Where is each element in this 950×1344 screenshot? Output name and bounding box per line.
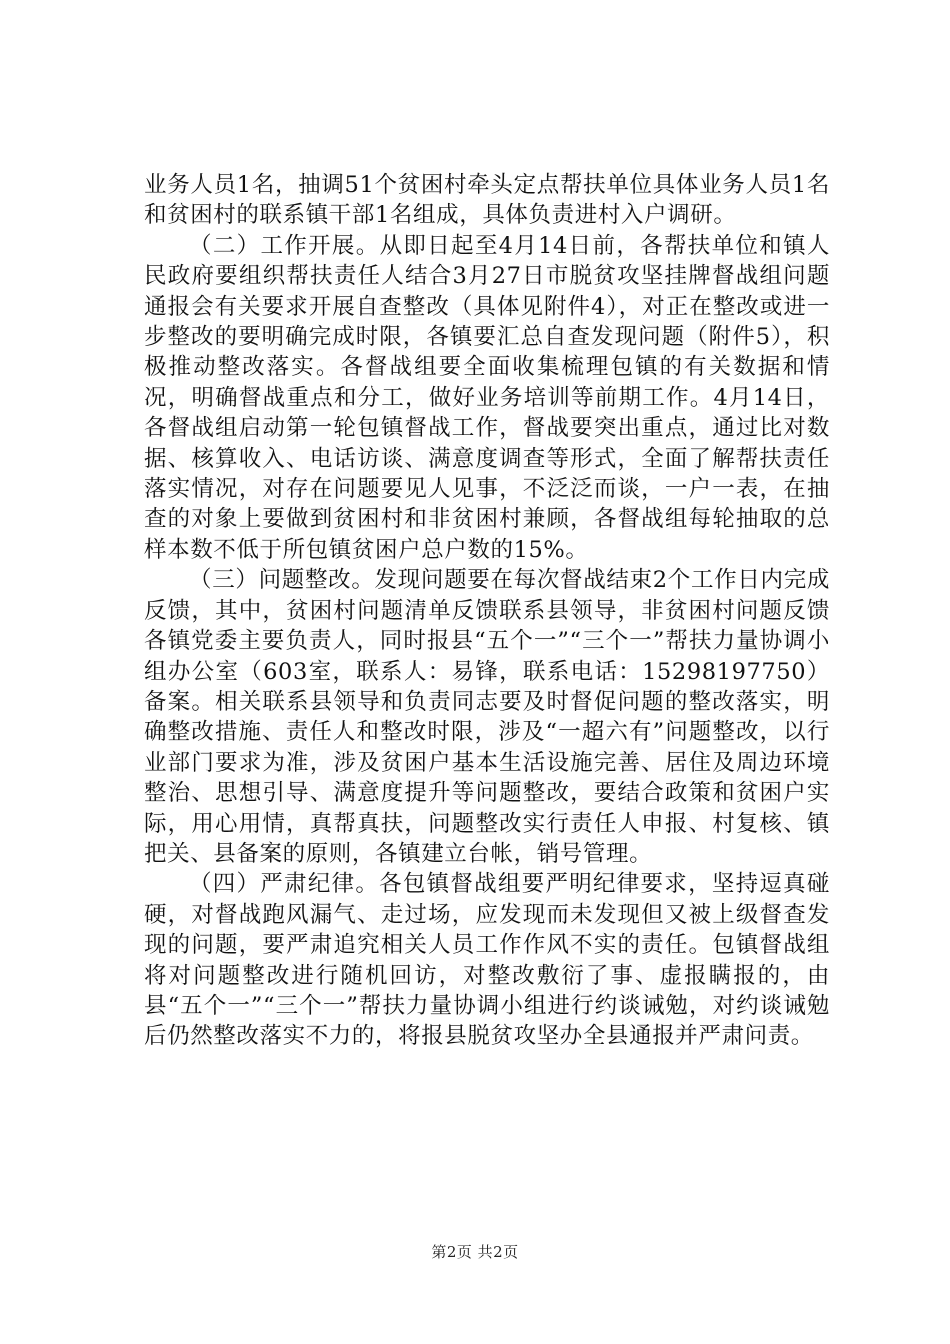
paragraph-continuation: 业务人员1名，抽调51个贫困村牵头定点帮扶单位具体业务人员1名和贫困村的联系镇干部1名组成，具体负责进村入户调研。 [144, 172, 830, 229]
page-number-footer: 第2页 共2页 [431, 1243, 519, 1261]
document-body [144, 170, 830, 1052]
paragraph-work-progress: （二）工作开展。从即日起至4月14日前，各帮扶单位和镇人民政府要组织帮扶责任人结合3月27日市脱贫攻坚挂牌督战组问题通报会有关要求开展自查整改（具体见附件4），对正在整改或进一步整改的要明确完成时限，各镇要汇总自查发现问题（附件5），积极推动整改落实。各督战组要全面收集梳理包镇的有关数据和情况，明确督战重点和分工，做好业务培训等前期工作。4月14日，各督战组启动第一轮包镇督战工作，督战要突出重点，通过比对数据、核算收入、电话访谈、满意度调查等形式，全面了解帮扶责任落实情况，对存在问题要见人见事，不泛泛而谈，一户一表，在抽查的对象上要做到贫困村和非贫困村兼顾，各督战组每轮抽取的总样本数不低于所包镇贫困户总户数的15%。 [144, 232, 830, 563]
paragraph-issue-rectification: （三）问题整改。发现问题要在每次督战结束2个工作日内完成反馈，其中，贫困村问题清单反馈联系县领导，非贫困村问题反馈各镇党委主要负责人，同时报县“五个一”“三个一”帮扶力量协调小组办公室（603室，联系人：易锋，联系电话：15298197750）备案。相关联系县领导和负责同志要及时督促问题的整改落实，明确整改措施、责任人和整改时限，涉及“一超六有”问题整改，以行业部门要求为准，涉及贫困户基本生活设施完善、居住及周边环境整治、思想引导、满意度提升等问题整改，要结合政策和贫困户实际，用心用情，真帮真扶，问题整改实行责任人申报、村复核、镇把关、县备案的原则，各镇建立台帐，销号管理。 [144, 567, 830, 867]
paragraph-discipline: （四）严肃纪律。各包镇督战组要严明纪律要求，坚持逗真碰硬，对督战跑风漏气、走过场，应发现而未发现但又被上级督查发现的问题，要严肃追究相关人员工作作风不实的责任。包镇督战组将对问题整改进行随机回访，对整改敷衍了事、虚报瞒报的，由县“五个一”“三个一”帮扶力量协调小组进行约谈诫勉，对约谈诫勉后仍然整改落实不力的，将报县脱贫攻坚办全县通报并严肃问责。 [144, 871, 830, 1050]
